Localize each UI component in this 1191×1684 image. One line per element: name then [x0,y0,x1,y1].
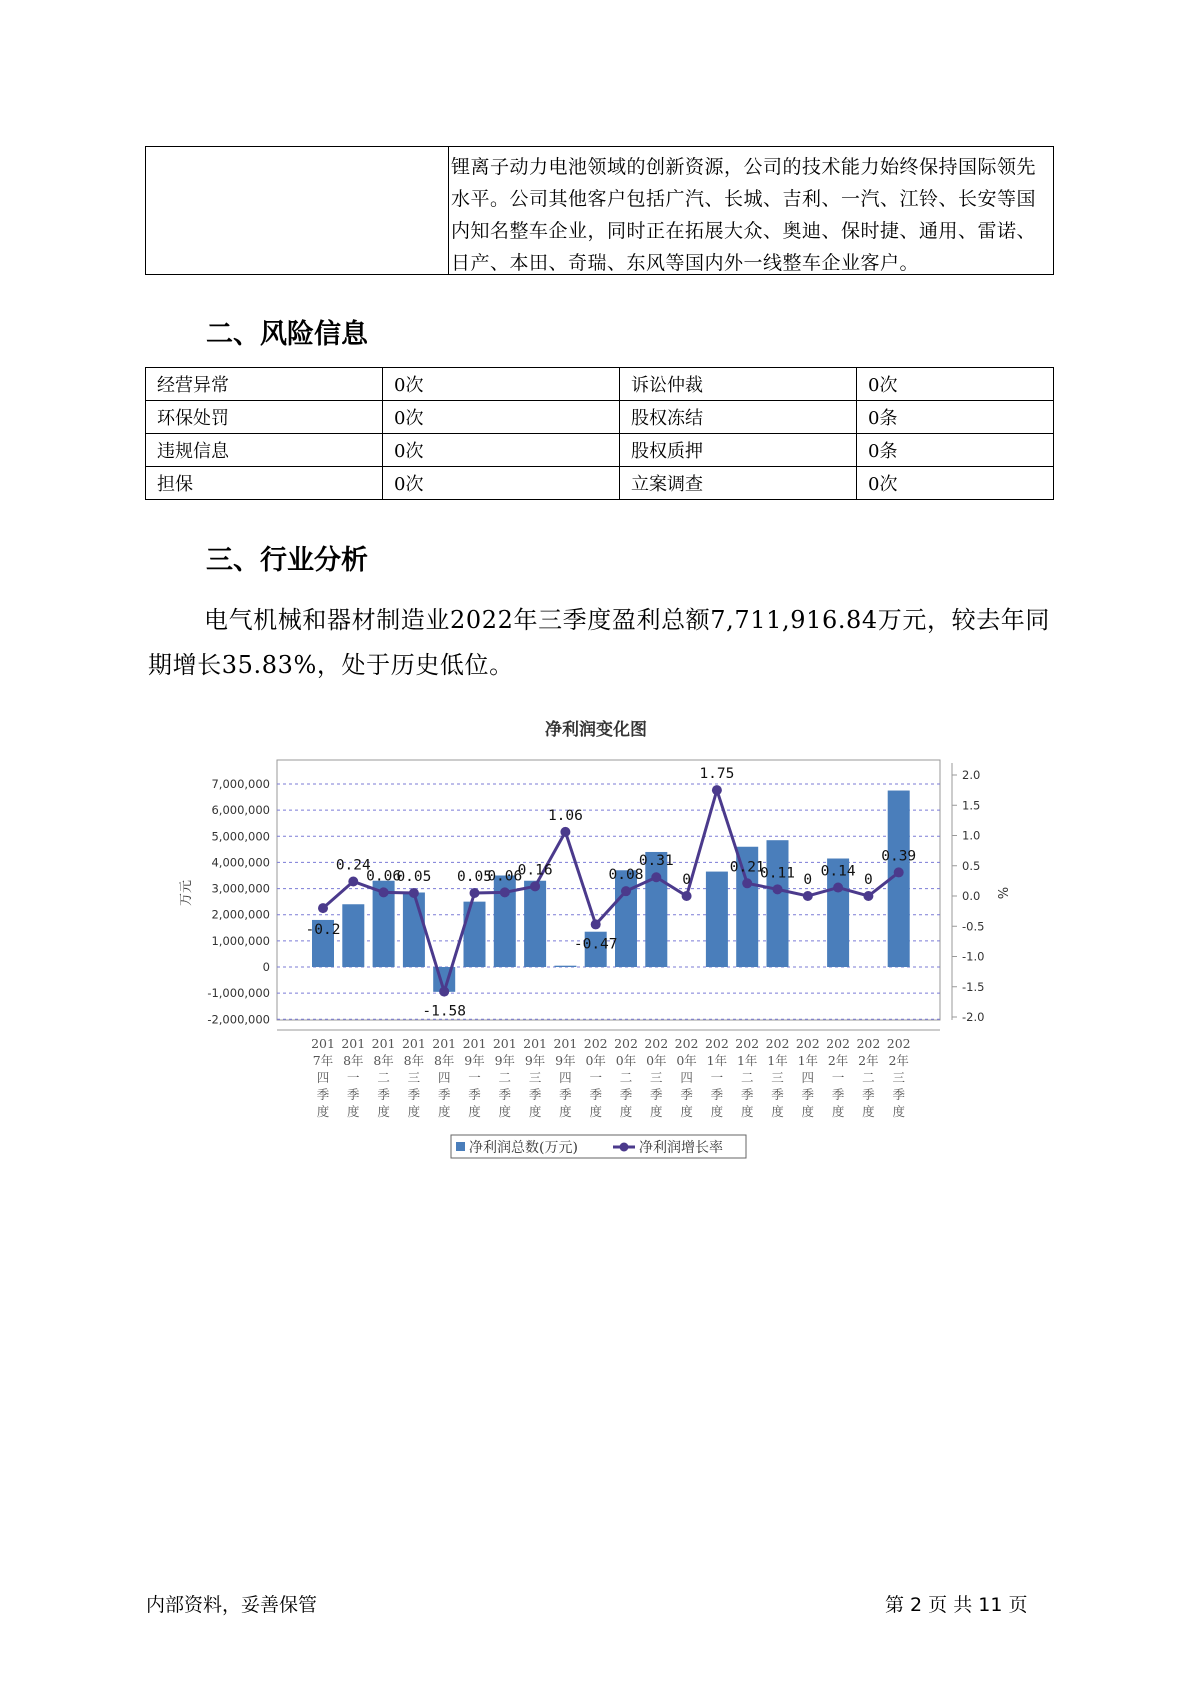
x-tick-label: 四 [801,1070,815,1085]
growth-point [863,891,873,901]
x-tick-label: 季 [801,1087,815,1102]
growth-point [530,881,540,891]
data-label: 0.05 [457,868,492,885]
x-tick-label: 度 [650,1104,663,1119]
x-tick-label: 一 [468,1070,481,1085]
x-tick-label: 季 [377,1087,390,1102]
x-tick-label: 季 [619,1087,633,1102]
x-tick-label: 8年 [373,1053,394,1068]
risk-label: 诉讼仲裁 [620,368,857,401]
x-tick-label: 二 [740,1070,754,1085]
bar [767,840,789,967]
x-tick-label: 1年 [706,1053,728,1068]
risk-value: 0次 [383,467,620,500]
data-label: 0.06 [487,868,523,885]
x-tick-label: 度 [347,1104,360,1119]
x-tick-label: 202 [583,1036,608,1051]
x-tick-label: 度 [407,1104,421,1119]
growth-point [591,919,601,929]
data-label: 0.39 [881,848,917,865]
risk-label: 经营异常 [146,368,383,401]
x-tick-label: 202 [856,1036,881,1051]
x-tick-label: 202 [765,1036,790,1051]
x-tick-label: 度 [377,1104,390,1119]
x-tick-label: 2年 [888,1053,909,1068]
growth-point [470,888,480,898]
growth-point [803,891,813,901]
risk-label: 担保 [146,467,383,500]
y2-tick-label: 0.0 [962,889,981,903]
risk-value: 0次 [857,467,1054,500]
y-tick-label: -2,000,000 [207,1012,270,1027]
x-tick-label: 8年 [343,1053,364,1068]
risk-value: 0次 [383,434,620,467]
x-tick-label: 季 [528,1087,542,1102]
x-tick-label: 季 [498,1087,512,1102]
x-tick-label: 一 [347,1070,360,1085]
x-tick-label: 季 [740,1087,754,1102]
x-tick-label: 1年 [736,1053,758,1068]
x-tick-label: 季 [407,1087,421,1102]
x-tick-label: 202 [704,1036,729,1051]
x-tick-label: 度 [528,1104,542,1119]
risk-label: 违规信息 [146,434,383,467]
x-tick-label: 三 [892,1070,905,1085]
x-tick-label: 度 [589,1104,602,1119]
bar [706,872,728,967]
x-tick-label: 季 [650,1087,663,1102]
bar [342,904,364,967]
x-tick-label: 四 [316,1070,330,1085]
data-label: -0.47 [573,936,618,953]
y2-tick-label: 1.0 [962,828,981,843]
growth-point [621,886,631,896]
x-tick-label: 0年 [615,1053,637,1068]
x-tick-label: 度 [862,1104,875,1119]
x-tick-label: 202 [674,1036,699,1051]
x-tick-label: 三 [407,1070,421,1085]
growth-point [651,872,661,882]
x-tick-label: 1年 [797,1053,819,1068]
x-tick-label: 202 [735,1036,760,1051]
y-tick-label: 0 [262,960,270,974]
x-tick-label: 201 [341,1036,366,1051]
data-label: -1.58 [422,1003,467,1020]
risk-label: 环保处罚 [146,401,383,434]
x-tick-label: 2年 [827,1053,849,1068]
data-label: 1.75 [699,766,735,783]
risk-value: 0次 [383,401,620,434]
x-tick-label: 二 [377,1070,390,1085]
x-tick-label: 201 [432,1036,457,1051]
x-tick-label: 8年 [433,1053,455,1068]
x-tick-label: 一 [589,1070,602,1085]
x-tick-label: 季 [437,1087,451,1102]
growth-point [500,887,510,897]
bar [524,881,546,967]
x-tick-label: 度 [468,1104,481,1119]
x-tick-label: 季 [892,1087,905,1102]
risk-label: 股权冻结 [620,401,857,434]
y-tick-label: 6,000,000 [211,803,270,818]
x-tick-label: 9年 [524,1053,546,1068]
data-label: 0.16 [517,862,553,879]
legend-line-marker [620,1143,629,1152]
growth-point [560,827,570,837]
x-tick-label: 度 [892,1104,905,1119]
y-tick-label: -1,000,000 [207,986,270,1001]
x-tick-label: 度 [498,1104,512,1119]
x-tick-label: 季 [680,1087,693,1102]
growth-point [439,987,449,997]
x-tick-label: 201 [371,1036,396,1051]
bar [615,870,637,967]
growth-point [379,887,389,897]
x-tick-label: 季 [589,1087,602,1102]
bar [403,892,425,967]
footer-page-number: 第 2 页 共 11 页 [885,1594,1028,1616]
x-tick-label: 202 [614,1036,638,1051]
x-tick-label: 二 [862,1070,875,1085]
x-tick-label: 四 [559,1070,572,1085]
x-tick-label: 度 [437,1104,451,1119]
x-tick-label: 度 [619,1104,633,1119]
growth-point [409,888,419,898]
data-label: 0.08 [608,867,644,884]
section-title-risk: 二、风险信息 [206,319,368,350]
growth-point [833,883,843,893]
risk-value: 0次 [857,368,1054,401]
x-tick-label: 季 [831,1087,845,1102]
growth-point [318,903,328,913]
x-tick-label: 季 [559,1087,572,1102]
x-tick-label: 201 [553,1036,578,1051]
y2-tick-label: 2.0 [962,768,981,782]
y2-tick-label: -0.5 [962,919,985,934]
y2-axis-label: % [994,886,1009,900]
chart-title: 净利润变化图 [545,720,647,740]
risk-value: 0条 [857,434,1054,467]
x-tick-label: 9年 [555,1053,576,1068]
growth-point [682,891,692,901]
x-tick-label: 度 [801,1104,815,1119]
x-tick-label: 0年 [676,1053,697,1068]
x-tick-label: 度 [316,1104,330,1119]
data-label: 0.05 [396,868,432,885]
section-title-industry: 三、行业分析 [206,545,368,576]
legend-bar-swatch [456,1142,465,1151]
y-tick-label: 2,000,000 [211,907,270,922]
x-tick-label: 季 [710,1087,724,1102]
x-tick-label: 度 [710,1104,724,1119]
data-label: 0.24 [335,857,371,874]
y-axis-label: 万元 [179,879,194,907]
risk-value: 0次 [383,368,620,401]
x-tick-label: 四 [680,1070,693,1085]
data-label: 0 [803,872,813,888]
x-tick-label: 201 [462,1036,487,1051]
footer-confidential: 内部资料，妥善保管 [146,1594,318,1616]
x-tick-label: 9年 [494,1053,516,1068]
x-tick-label: 7年 [312,1053,334,1068]
company-description: 锂离子动力电池领域的创新资源，公司的技术能力始终保持国际领先 水平。公司其他客户包括广汽、长城、吉利、一汽、江铃、长安等国 内知名整车企业，同时正在拓展大众、奥迪、保时捷、通用、雷诺、 日产、本田、奇瑞、东风等国内外一线整车企业客户。 [451,156,1037,274]
x-tick-label: 二 [498,1070,512,1085]
y-tick-label: 7,000,000 [211,777,270,791]
x-tick-label: 202 [795,1036,820,1051]
legend-line-label: 净利润增长率 [639,1140,723,1156]
data-label: -0.2 [305,922,341,939]
growth-point [348,876,358,886]
x-tick-label: 季 [771,1087,784,1102]
x-tick-label: 201 [492,1036,517,1051]
data-label: 0 [682,872,691,888]
y2-tick-label: -2.0 [962,1010,985,1024]
data-label: 0.06 [366,868,402,885]
x-tick-label: 一 [710,1070,724,1085]
x-tick-label: 度 [559,1104,572,1119]
x-tick-label: 9年 [464,1053,485,1068]
y-tick-label: 4,000,000 [211,855,270,870]
x-tick-label: 季 [316,1087,330,1102]
x-tick-label: 202 [644,1036,669,1051]
x-tick-label: 201 [311,1036,335,1051]
y2-tick-label: -1.0 [962,949,985,964]
x-tick-label: 季 [468,1087,481,1102]
x-tick-label: 三 [650,1070,663,1085]
legend-bar-label: 净利润总数(万元) [469,1140,578,1156]
x-tick-label: 201 [523,1036,548,1051]
x-tick-label: 1年 [767,1053,788,1068]
x-tick-label: 季 [862,1087,875,1102]
x-tick-label: 201 [401,1036,426,1051]
data-label: 1.06 [547,807,583,824]
industry-analysis-paragraph: 电气机械和器材制造业2022年三季度盈利总额7,711,916.84万元，较去年同期增长35.83%，处于历史低位。 [148,606,1050,679]
x-tick-label: 三 [771,1070,784,1085]
growth-point [742,878,752,888]
x-tick-label: 0年 [585,1053,606,1068]
x-tick-label: 四 [437,1070,451,1085]
growth-point [773,884,783,894]
y-tick-label: 3,000,000 [211,881,270,896]
risk-value: 0条 [857,401,1054,434]
x-tick-label: 2年 [858,1053,879,1068]
x-tick-label: 度 [831,1104,845,1119]
x-tick-label: 一 [831,1070,845,1085]
x-tick-label: 三 [528,1070,542,1085]
data-label: 0.14 [820,863,856,880]
data-label: 0.31 [638,853,674,870]
y2-tick-label: -1.5 [962,979,985,994]
x-tick-label: 202 [826,1036,851,1051]
x-tick-label: 季 [347,1087,360,1102]
x-tick-label: 0年 [646,1053,667,1068]
x-tick-label: 度 [740,1104,754,1119]
risk-label: 立案调查 [620,467,857,500]
growth-point [894,867,904,877]
data-label: 0 [864,872,873,888]
x-tick-label: 度 [680,1104,693,1119]
data-label: 0.11 [760,865,795,882]
y-tick-label: 5,000,000 [211,829,270,844]
x-tick-label: 8年 [403,1053,425,1068]
y2-tick-label: 1.5 [962,798,981,813]
bar [554,966,576,967]
data-label: 0.21 [729,859,765,876]
risk-label: 股权质押 [620,434,857,467]
growth-point [712,785,722,795]
x-tick-label: 202 [886,1036,911,1051]
x-tick-label: 二 [619,1070,633,1085]
x-tick-label: 度 [771,1104,784,1119]
y-tick-label: 1,000,000 [211,933,270,948]
y2-tick-label: 0.5 [962,858,981,873]
bar [464,902,486,967]
